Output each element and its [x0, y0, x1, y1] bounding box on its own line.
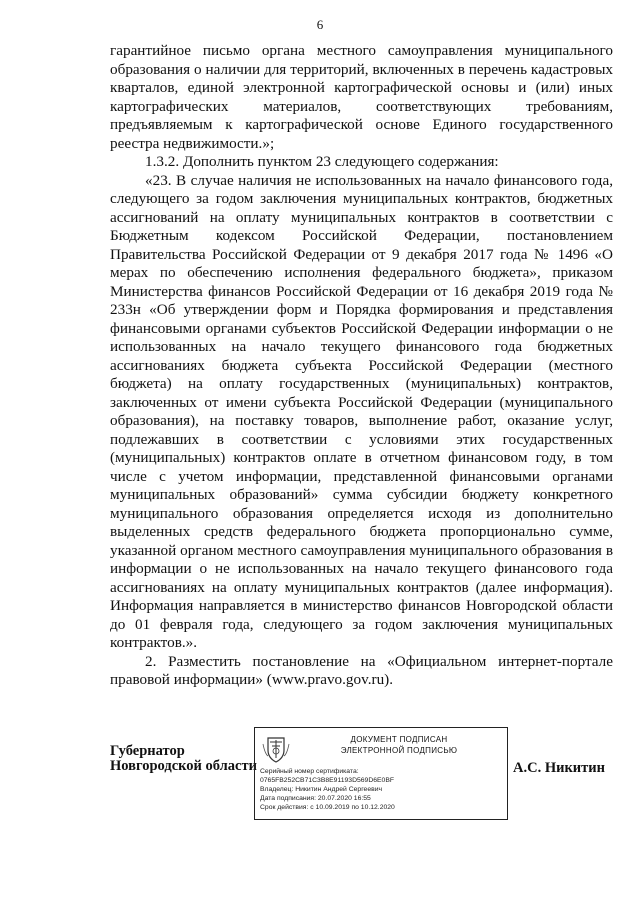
signer-position	[110, 744, 257, 774]
sign-date: Дата подписания: 20.07.2020 16:55	[260, 794, 371, 802]
coat-of-arms-icon	[260, 734, 292, 764]
cert-owner: Владелец: Никитин Андрей Сергеевич	[260, 785, 383, 793]
paragraph-amendment-1-3-2: 1.3.2. Дополнить пунктом 23 следующего содержания:	[145, 153, 499, 170]
page-number: 6	[316, 17, 324, 32]
paragraph-guarantee-letter: гарантийное письмо органа местного самоуправления муниципального образования о наличии для территорий, включенных в перечень кадастровых кварталов, единой электронной картографической основы и (или) иных картографических материалов, соответствующих требованиям, предъявляемым к картографической основе Единого государственного реестра недвижимости.»;	[110, 42, 613, 152]
stamp-details	[260, 768, 395, 813]
signer-position-line2: Новгородской области	[110, 758, 257, 774]
cert-serial: 0765FB252CB71C3B8E91193D569D6E0BF	[260, 776, 395, 784]
stamp-title	[299, 734, 499, 756]
cert-label: Серийный номер сертификата:	[260, 768, 359, 775]
paragraph-publication: 2. Разместить постановление на «Официальном интернет-портале правовой информации» (www.pravo.gov.ru).	[110, 652, 613, 688]
signer-name: А.С. Никитин	[513, 760, 605, 776]
stamp-title-line1: ДОКУМЕНТ ПОДПИСАН	[350, 735, 448, 744]
electronic-signature-stamp	[254, 727, 508, 820]
document-body	[110, 42, 613, 690]
stamp-title-line2: ЭЛЕКТРОННОЙ ПОДПИСЬЮ	[340, 746, 458, 755]
paragraph-point-23: «23. В случае наличия не использованных на начало финансового года, следующего за годом заключения муниципальных контрактов, бюджетных ассигнований на оплату муниципальных контрактов в соответствии с Бюджетным кодексом Российской Федерации, постановлением Правительства Российской Федерации от 9 декабря 2017 года № 1496 «О мерах по обеспечению исполнения федерального бюджета», приказом Министерства финансов Российской Федерации от 16 декабря 2019 года № 233н «Об утверждении форм и Порядка формирования и представления финансовыми органами субъектов Российской Федерации информации о не использованных на начало текущего финансового года бюджетных ассигнованиях бюджета субъекта Российской Федерации (местного бюджета) на оплату государственных (муниципальных) контрактов, заключенных от имени субъекта Российской Федерации (муниципального образования), на поставку товаров, выполнение работ, оказание услуг, подлежавших в соответствии с условиями этих государственных (муниципальных) контрактов оплате в отчетном финансовом году, в том числе с учетом информации, представленной финансовыми органами муниципальных образований» сумма субсидии бюджету конкретного муниципального образования определяется исходя из дополнительно выделенных средств федерального бюджета пропорционально сумме, указанной органом местного самоуправления муниципального образования в информации о не использованных на начало текущего финансового года ассигнованиях на оплату муниципальных контрактов (далее информация). Информация направляется в министерство финансов Новгородской области до 01 февраля года, следующего за годом заключения муниципальных контрактов.».	[110, 171, 613, 651]
cert-validity: Срок действия: с 10.09.2019 по 10.12.2020	[260, 803, 395, 811]
signer-position-line1: Губернатор	[110, 743, 185, 759]
